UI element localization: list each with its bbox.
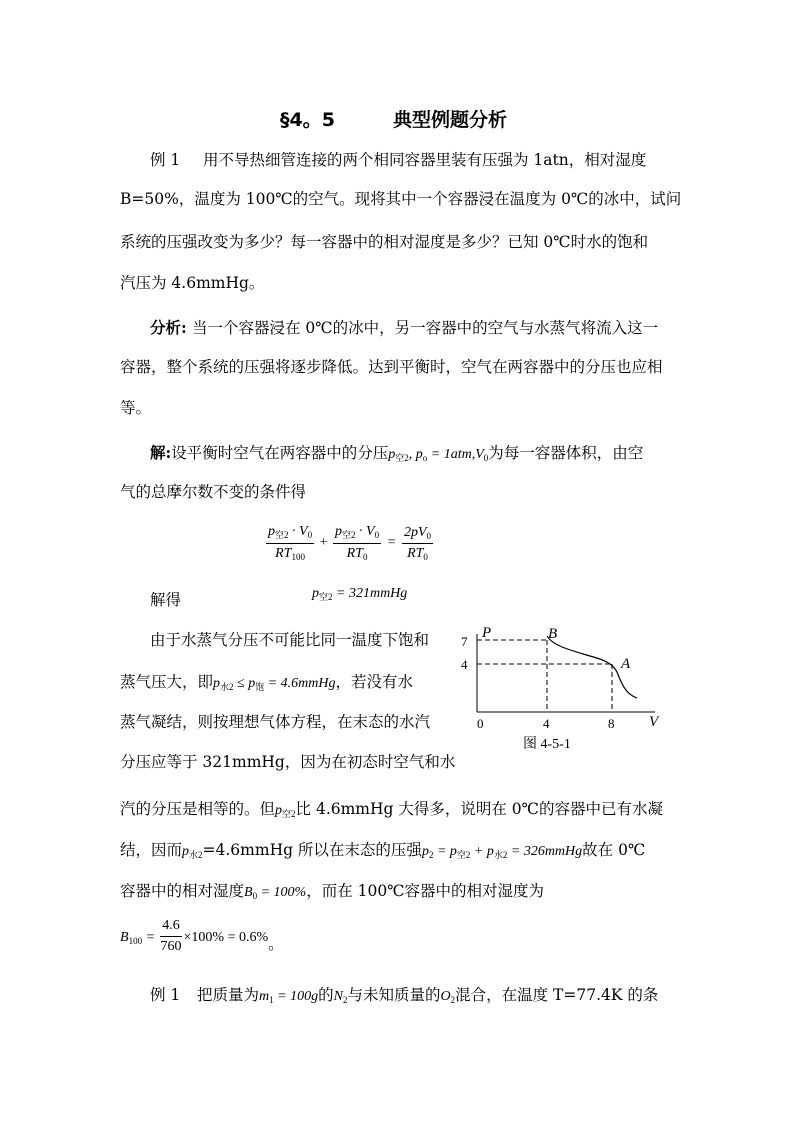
paragraph-line: 汽的分压是相等的。但$p_{空2}$比 4.6mmHg 大得多，说明在 0℃的容器中已有水凝 <box>120 800 663 819</box>
y-axis-label: P <box>482 625 492 641</box>
x-tick-8: 8 <box>608 716 615 731</box>
figure-caption: 图 4-5-1 <box>523 737 571 752</box>
origin-label: 0 <box>477 716 484 731</box>
analysis-label: 分析: <box>150 318 187 337</box>
solution-label: 解: <box>150 443 172 462</box>
point-b-label: B <box>548 626 558 642</box>
fraction: $\frac{2pV_0}{RT_0}$ <box>403 524 432 562</box>
example-label: 例 1 <box>150 986 181 1004</box>
example-line: 用不导热细管连接的两个相同容器里装有压强为 1atn，相对湿度 <box>203 151 647 169</box>
mole-conservation-equation: $\frac{p_{空2} \cdot V_0}{RT_{100}}$ + $\frac{p_{空2} \cdot V_0}{RT_0}$ = $\frac{2pV_0}{RT_0}$ <box>268 524 432 562</box>
fraction: $\frac{p_{空2} \cdot V_0}{RT_{100}}$ <box>268 524 313 562</box>
paragraph-line: 蒸气凝结，则按理想气体方程，在末态的水汽 <box>120 713 431 731</box>
paragraph-line: 分压应等于 321mmHg，因为在初态时空气和水 <box>120 753 456 771</box>
analysis-line: 容器，整个系统的压强将逐步降低。达到平衡时，空气在两容器中的分压也应相 <box>120 358 663 376</box>
solved-label: 解得 <box>150 591 182 609</box>
solved-result: $p_{空2}$ = 321mmHg <box>312 586 408 602</box>
pressure-formula: $p_{空2}$, $p_o = 1atm,V_0$ <box>388 447 489 463</box>
analysis-line: 当一个容器浸在 0℃的冰中，另一容器中的空气与水蒸气将流入这一 <box>192 319 659 337</box>
x-axis-label: V <box>649 714 659 730</box>
x-tick-4: 4 <box>543 716 550 731</box>
example-label: 例 1 <box>150 151 181 169</box>
pv-diagram-figure <box>455 622 675 757</box>
paragraph-line: 蒸气压大，即$p_{水2} \le p_饱$ = 4.6mmHg，若没有水 <box>120 673 414 692</box>
solution-line: 气的总摩尔数不变的条件得 <box>120 483 307 501</box>
section-number: §4。5 <box>280 109 335 131</box>
paragraph-line: 结，因而$p_{水2}=4.6mmHg$ 所以在末态的压强$p_2 = p_{空2} + p_{水2}$ = 326mmHg故在 0℃ <box>120 841 646 860</box>
fraction: $\frac{p_{空2} \cdot V_0}{RT_0}$ <box>334 524 380 562</box>
fraction: $\frac{4.6}{760}$ <box>160 918 182 954</box>
page-title: 典型例题分析 <box>393 109 508 131</box>
y-tick-4: 4 <box>461 657 468 672</box>
paragraph-line: 由于水蒸气分压不可能比同一温度下饱和 <box>150 631 430 649</box>
example-line: 把质量为$m_1 = 100g$的$N_2$与未知质量的$O_2$混合，在温度 T=77.4K 的条 <box>197 986 659 1005</box>
y-tick-7: 7 <box>461 634 468 649</box>
example-line: 系统的压强改变为多少？每一容器中的相对湿度是多少？已知 0℃时水的饱和 <box>120 233 649 251</box>
example-line: B=50%，温度为 100℃的空气。现将其中一个容器浸在温度为 0℃的冰中，试问 <box>120 190 682 208</box>
paragraph-line: 容器中的相对湿度$B_0 = 100\%$，而在 100℃容器中的相对湿度为 <box>120 882 545 901</box>
solution-line: 解:设平衡时空气在两容器中的分压$p_{空2}$, $p_o = 1atm,V_0$为每一容器体积，由空 <box>150 443 644 463</box>
example-line: 汽压为 4.6mmHg。 <box>120 274 265 292</box>
analysis-line: 等。 <box>120 399 152 417</box>
relative-humidity-equation: $B_{100}$ = $\frac{4.6}{760}$ ×100% = 0.6%。 <box>120 918 284 954</box>
point-a-label: A <box>621 656 631 672</box>
